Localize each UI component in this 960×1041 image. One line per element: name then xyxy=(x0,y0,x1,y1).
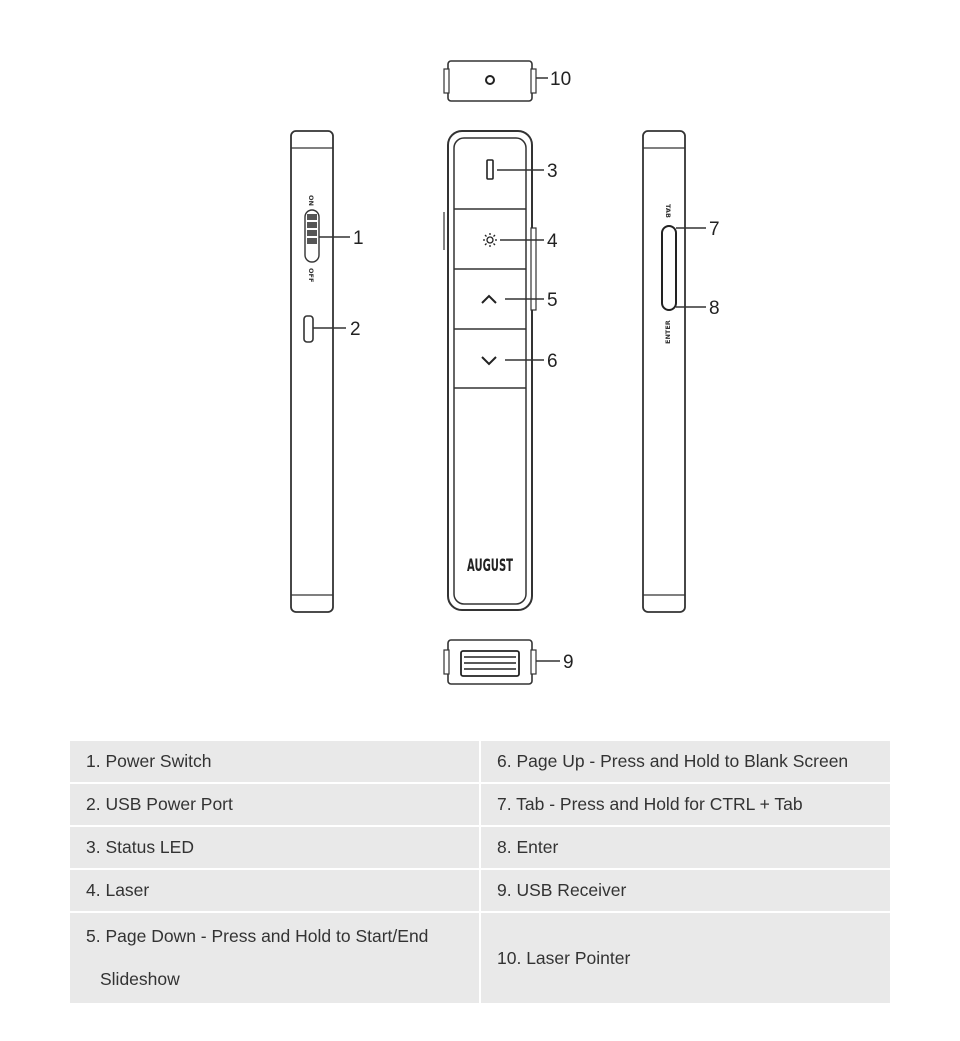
legend-table xyxy=(70,741,890,1005)
bottom-end-view xyxy=(444,640,574,684)
callout-7: 7 xyxy=(709,219,720,240)
switch-on-label: ON xyxy=(307,195,315,206)
table-row xyxy=(70,870,890,913)
table-row xyxy=(70,827,890,870)
callout-1: 1 xyxy=(353,228,364,249)
legend-item: 8. Enter xyxy=(481,827,890,870)
legend-item xyxy=(70,913,481,1005)
enter-label: ENTER xyxy=(664,320,672,344)
legend-item-line2: Slideshow xyxy=(100,969,180,989)
callout-2: 2 xyxy=(350,319,361,340)
legend-item: 10. Laser Pointer xyxy=(481,913,890,1005)
tab-label: TAB xyxy=(664,204,672,218)
legend-item: 1. Power Switch xyxy=(70,741,481,784)
usb-receiver-icon xyxy=(461,651,519,676)
table-row xyxy=(70,784,890,827)
callout-9: 9 xyxy=(563,652,574,673)
left-side-view xyxy=(291,131,364,612)
callout-3: 3 xyxy=(547,161,558,182)
usb-port-icon xyxy=(304,316,313,342)
status-led-icon xyxy=(487,160,493,179)
legend-item: 9. USB Receiver xyxy=(481,870,890,913)
switch-off-label: OFF xyxy=(307,268,315,283)
callout-8: 8 xyxy=(709,298,720,319)
tab-enter-rocker-icon xyxy=(662,226,676,310)
legend-item: 4. Laser xyxy=(70,870,481,913)
front-view xyxy=(444,131,558,610)
callout-5: 5 xyxy=(547,290,558,311)
table-row xyxy=(70,741,890,784)
legend-item: 3. Status LED xyxy=(70,827,481,870)
top-end-view xyxy=(444,61,571,101)
callout-6: 6 xyxy=(547,351,558,372)
legend-item: 2. USB Power Port xyxy=(70,784,481,827)
legend-item: 7. Tab - Press and Hold for CTRL + Tab xyxy=(481,784,890,827)
callout-4: 4 xyxy=(547,231,558,252)
right-side-view xyxy=(643,131,720,612)
table-row xyxy=(70,913,890,1005)
brand-logo: AUGUST xyxy=(467,556,514,576)
legend-item-line1: 5. Page Down - Press and Hold to Start/End xyxy=(86,926,429,946)
callout-10: 10 xyxy=(550,69,572,90)
legend-item: 6. Page Up - Press and Hold to Blank Screen xyxy=(481,741,890,784)
